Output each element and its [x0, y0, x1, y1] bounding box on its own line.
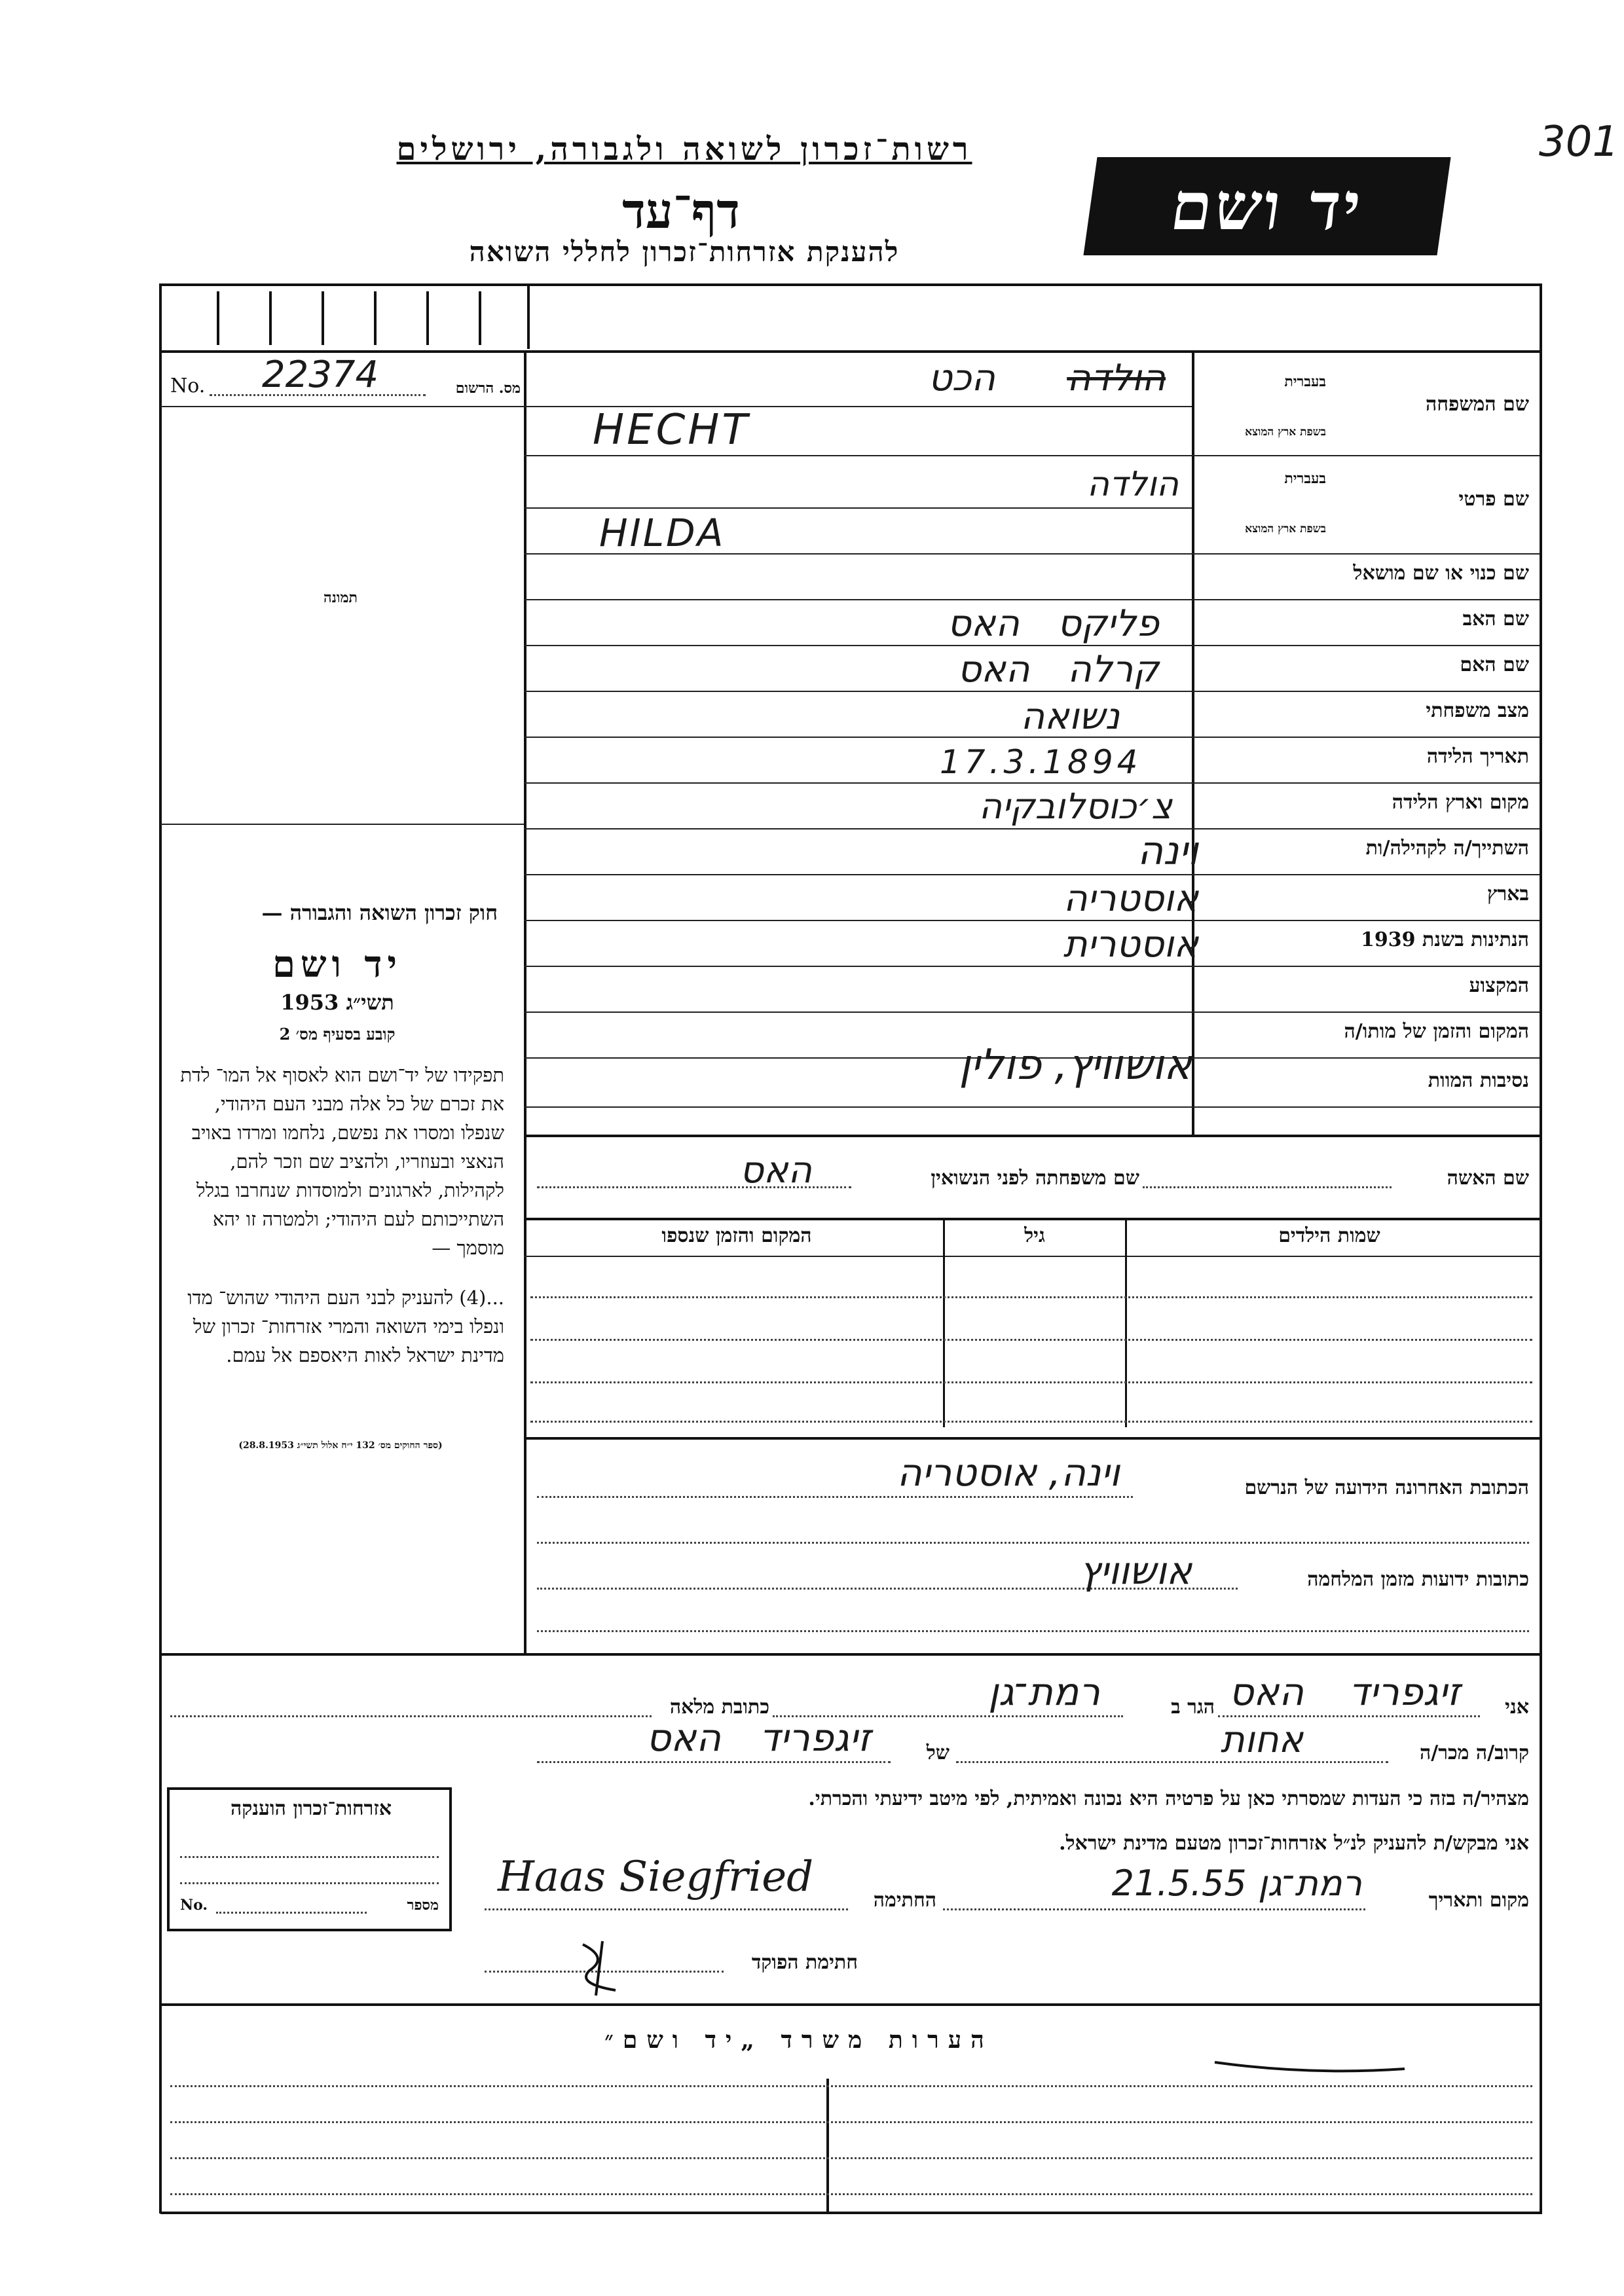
last-address-value: וינה, אוסטריה [896, 1450, 1120, 1495]
relation-value: אחות [1220, 1719, 1303, 1761]
witness-name-value: זיגפריד האס [1228, 1669, 1460, 1714]
mother-value: קרלה האס [957, 648, 1159, 691]
law-heading: חוק זכרון השואה והגבורה — [261, 900, 498, 925]
nickname-label: שם כנוי או שם מושאל [1353, 562, 1529, 585]
frame-bottom [160, 2212, 1542, 2214]
birth-date-label: תאריך הלידה [1426, 745, 1529, 768]
declaration-top [160, 1653, 1542, 1656]
birth-place-value: צ׳כוסלובקיה [978, 786, 1172, 827]
father-label: שם האב [1462, 608, 1529, 630]
family-name-struck-value: הולדה [1067, 357, 1166, 399]
row-line [524, 691, 1540, 692]
last-address-line [537, 1496, 1133, 1498]
first-name-label: שם פרטי [1458, 488, 1529, 511]
family-origin-label: בשפת ארץ המוצא [1245, 426, 1326, 439]
photo-label: תמונה [323, 589, 358, 606]
row-line [524, 507, 1192, 509]
children-row-line [530, 1339, 1532, 1341]
wife-name-label: שם האשה [1447, 1167, 1529, 1190]
office-notes-title: הערות משרד „יד ושם״ [604, 2026, 993, 2054]
maiden-name-value: האס [739, 1149, 812, 1192]
mother-label: שם האם [1460, 653, 1529, 676]
row-line [524, 1011, 1540, 1013]
signature-label: החתימה [873, 1889, 936, 1912]
law-citation: (ספר החוקים מס׳ 132 י״ח אלול תשי״ג 28.8.1953) [238, 1440, 443, 1451]
form-title: דף־עד [622, 183, 740, 240]
of-label: של [926, 1741, 950, 1764]
file-number: 301 [1539, 118, 1619, 166]
children-names-header: שמות הילדים [1278, 1224, 1380, 1247]
first-name-origin-value: HILDA [599, 511, 726, 555]
place-time-died-header: המקום והזמן שנספו [661, 1224, 812, 1247]
marital-status-value: נשואה [1020, 695, 1120, 738]
children-table-top [524, 1218, 1540, 1220]
officer-signature-label: חתימת הפוקד [751, 1951, 858, 1974]
relative-label: קרוב/ה מכר/ה [1420, 1741, 1529, 1764]
row-line [524, 455, 1540, 456]
children-col-2 [943, 1218, 945, 1427]
strip-divider [527, 283, 530, 349]
family-hebrew-label: בעברית [1284, 373, 1326, 390]
frame-top [160, 283, 1542, 286]
family-name-label: שם המשפחה [1425, 393, 1529, 416]
witness-address-value: רמת־גן [988, 1669, 1100, 1714]
profession-label: המקצוע [1469, 974, 1529, 997]
last-address-line-2 [537, 1542, 1529, 1544]
row-line [524, 920, 1540, 921]
officer-signature-mark [570, 1938, 629, 1997]
place-date-value: רמת־גן 21.5.55 [1111, 1863, 1362, 1904]
wartime-addresses-label: כתובות ידועות מזמן המלחמה [1307, 1568, 1529, 1591]
last-address-label: הכתובת האחרונה הידועה של הנרשם [1244, 1476, 1529, 1499]
death-circumstances-label: נסיבות המוות [1428, 1069, 1529, 1092]
children-header-line [524, 1256, 1540, 1257]
frame-right [1540, 283, 1542, 2214]
death-place-label: המקום והזמן של מותו/ה [1344, 1020, 1529, 1043]
citizenship-box-title: אזרחות־זכרון הוענקה [230, 1797, 392, 1820]
children-col-1 [1125, 1218, 1127, 1427]
row-line [524, 599, 1540, 600]
first-origin-label: בשפת ארץ המוצא [1245, 522, 1326, 536]
children-row-line [530, 1381, 1532, 1383]
label-divider [1192, 350, 1194, 1136]
registration-divider [160, 406, 524, 407]
law-text-2: ...(4) להעניק לבני העם היהודי שהוש־ מדו ונפלו בימי השואה והמרי אזרחות־ זכרון של מדינת ישראל לאות היאספם אל עמם. [187, 1286, 504, 1366]
first-hebrew-label: בעברית [1284, 470, 1326, 487]
country-label: בארץ [1486, 883, 1529, 905]
place-date-label: מקום ותאריך [1428, 1889, 1529, 1912]
strip-boxes [167, 291, 521, 345]
community-value: וינה [1137, 828, 1198, 874]
citizenship-box-no-line [216, 1912, 367, 1914]
citizenship-value: אוסטרית [1063, 923, 1198, 966]
citizenship-box-line [180, 1882, 439, 1884]
relation-of-line [537, 1761, 891, 1763]
row-line [524, 828, 1540, 829]
office-notes-line [170, 2121, 1532, 2123]
marital-status-label: מצב משפחתי [1426, 699, 1529, 722]
community-label: השתייך/ה לקהילה/ות [1365, 837, 1529, 860]
request-text: אני מבקש/ת להעניק לנ״ל אזרחות־זכרון מטעם מדינת ישראל. [1059, 1832, 1529, 1855]
children-row-line [530, 1296, 1532, 1298]
column-divider [524, 350, 526, 1653]
office-notes-stroke [1211, 2056, 1408, 2075]
relation-of-value: זיגפריד האס [646, 1715, 871, 1760]
wartime-address-value: אושוויץ [1079, 1548, 1192, 1593]
office-notes-line [170, 2157, 1532, 2159]
yad-vashem-logo: יד ושם [1083, 157, 1450, 255]
wife-name-line [1143, 1186, 1392, 1188]
age-header: גיל [1024, 1224, 1045, 1247]
place-date-line [943, 1908, 1365, 1910]
law-name: יד ושם [272, 943, 403, 986]
citizenship-label: הנתינות בשנת 1939 [1360, 928, 1529, 951]
office-notes-line [170, 2193, 1532, 2195]
country-value: אוסטריה [1063, 877, 1198, 920]
strip-bottom [160, 350, 1542, 353]
children-row-line [530, 1421, 1532, 1423]
form-subtitle: להענקת אזרחות־זכרון לחללי השואה [469, 236, 900, 268]
registration-label: מס. הרשום [455, 380, 521, 397]
registration-number: 22374 [262, 354, 379, 396]
witness-name-line [1218, 1715, 1480, 1717]
law-text-1: תפקידו של יד־ושם הוא לאסוף אל המו־ לדת את זכרם של כל אלה מבני העם היהודי, שנפלו ומסרו את נפשם, נלחמו ומרדו באויב הנאצי ובעוזריו, ולהציב שם וזכר להם, לקהילות, לארגונים ולמוסדות שנחרבו בגלל השתייכותם לעם היהודי; ולמטרה זו יהא מוסמך — [180, 1064, 504, 1259]
family-name-origin-value: HECHT [593, 406, 750, 454]
first-name-hebrew-value: הולדה [1086, 465, 1179, 504]
wartime-address-line-2 [537, 1630, 1529, 1632]
section-divider [524, 1135, 1540, 1137]
frame-left [159, 283, 162, 2214]
signature-value: Haas Siegfried [498, 1853, 814, 1901]
office-notes-line [170, 2085, 1532, 2087]
maiden-name-label: שם משפחתה לפני הנשואין [931, 1167, 1139, 1190]
birth-place-label: מקום וארץ הלידה [1392, 791, 1529, 814]
relation-line [956, 1761, 1388, 1763]
citizenship-box-line [180, 1856, 439, 1858]
row-line [524, 874, 1540, 875]
row-line [524, 782, 1540, 784]
row-line [524, 1106, 1540, 1108]
registration-no-label: No. [170, 374, 206, 397]
death-place-value: אושוויץ, פולין [959, 1041, 1192, 1089]
office-notes-top [160, 2003, 1542, 2006]
citizenship-box-number-label: מספר [407, 1897, 439, 1914]
law-clause: קובע בסעיף מס׳ 2 [279, 1025, 396, 1044]
living-in-label: הגר ב [1171, 1696, 1215, 1719]
children-table-bottom [524, 1437, 1540, 1440]
birth-date-value: 17.3.1894 [940, 743, 1142, 781]
family-name-hebrew-value: הכט [928, 357, 995, 399]
full-address-label: כתובת מלאה [669, 1696, 769, 1719]
father-value: פליקס האס [947, 602, 1159, 645]
row-line [524, 645, 1540, 646]
declaration-text: מצהיר/ה בזה כי העדות שמסרתי כאן על פרטיה היא נכונה ואמיתית, לפי מיטב ידיעתי והכרתי. [808, 1787, 1529, 1810]
signature-line [485, 1908, 848, 1910]
law-year: תשי״ג 1953 [280, 990, 394, 1015]
citizenship-box-no-label: No. [180, 1897, 208, 1914]
authority-name: רשות־זכרון לשואה ולגבורה, ירושלים [396, 131, 972, 168]
row-line [524, 966, 1540, 967]
office-notes-divider [826, 2079, 829, 2212]
i-label: אני [1505, 1696, 1529, 1719]
photo-divider [160, 824, 524, 825]
